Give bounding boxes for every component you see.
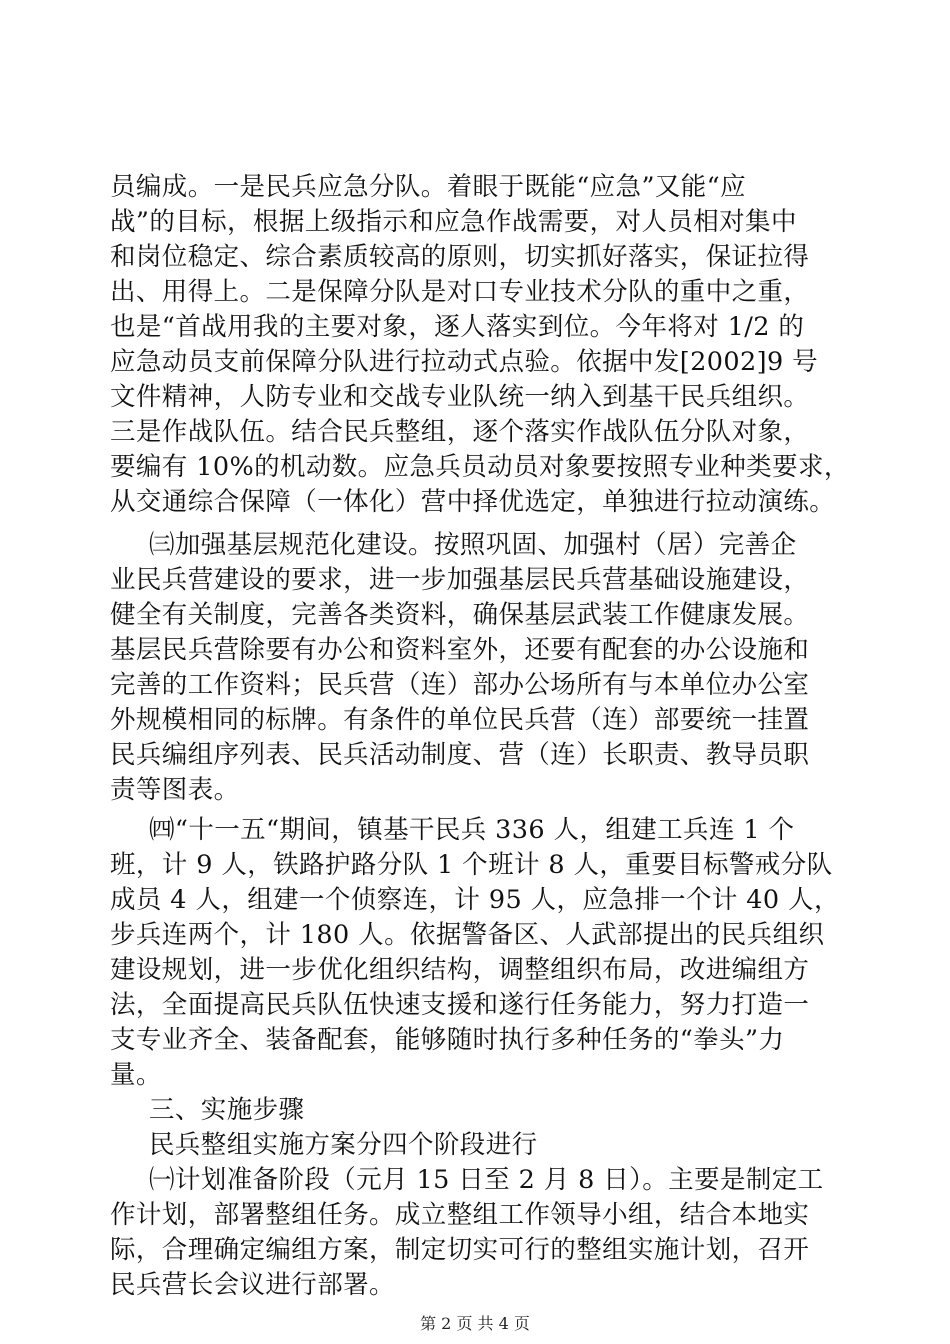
text-line: 法，全面提高民兵队伍快速支援和遂行任务能力，努力打造一 bbox=[110, 990, 810, 1020]
text-line: 外规模相同的标牌。有条件的单位民兵营（连）部要统一挂置 bbox=[110, 705, 810, 735]
text-line: 量。 bbox=[110, 1060, 162, 1090]
text-line: 出、用得上。二是保障分队是对口专业技术分队的重中之重， bbox=[110, 277, 810, 307]
paragraph-heading: ㈢加强基层规范化建设。按照巩固、加强村（居）完善企 bbox=[149, 530, 797, 560]
text-line: 作计划，部署整组任务。成立整组工作领导小组，结合本地实 bbox=[110, 1200, 810, 1230]
text-line: 建设规划，进一步优化组织结构，调整组织布局，改进编组方 bbox=[110, 955, 810, 985]
text-line: 民兵编组序列表、民兵活动制度、营（连）长职责、教导员职 bbox=[110, 740, 810, 770]
page-footer: 第 2 页 共 4 页 bbox=[420, 1314, 530, 1333]
text-line: 员编成。一是民兵应急分队。着眼于既能“应急”又能“应 bbox=[110, 172, 747, 202]
text-line: 班，计 9 人，铁路护路分队 1 个班计 8 人，重要目标警戒分队 bbox=[110, 850, 833, 880]
text-line: 步兵连两个，计 180 人。依据警备区、人武部提出的民兵组织 bbox=[110, 920, 825, 950]
paragraph-heading: ㈠计划准备阶段（元月 15 日至 2 月 8 日）。主要是制定工 bbox=[149, 1165, 824, 1195]
text-line: 责等图表。 bbox=[110, 775, 240, 805]
text-line: 健全有关制度，完善各类资料，确保基层武装工作健康发展。 bbox=[110, 600, 810, 630]
text-line: 业民兵营建设的要求，进一步加强基层民兵营基础设施建设， bbox=[110, 565, 810, 595]
text-line: 文件精神，人防专业和交战专业队统一纳入到基干民兵组织。 bbox=[110, 382, 810, 412]
text-line: 要编有 10%的机动数。应急兵员动员对象要按照专业种类要求， bbox=[110, 452, 850, 482]
text-line: 和岗位稳定、综合素质较高的原则，切实抓好落实，保证拉得 bbox=[110, 242, 810, 272]
section-heading: 三、实施步骤 bbox=[149, 1095, 305, 1125]
text-line: 成员 4 人，组建一个侦察连，计 95 人，应急排一个计 40 人， bbox=[110, 885, 840, 915]
text-line: 也是“首战用我的主要对象，逐人落实到位。今年将对 1/2 的 bbox=[110, 312, 805, 342]
text-line: 际，合理确定编组方案，制定切实可行的整组实施计划，召开 bbox=[110, 1235, 810, 1265]
text-line: 完善的工作资料；民兵营（连）部办公场所有与本单位办公室 bbox=[110, 670, 810, 700]
text-line: 从交通综合保障（一体化）营中择优选定，单独进行拉动演练。 bbox=[110, 487, 836, 517]
text-line: 民兵营长会议进行部署。 bbox=[110, 1270, 395, 1300]
text-line: 基层民兵营除要有办公和资料室外，还要有配套的办公设施和 bbox=[110, 635, 810, 665]
text-line: 三是作战队伍。结合民兵整组，逐个落实作战队伍分队对象， bbox=[110, 417, 810, 447]
text-line: 支专业齐全、装备配套，能够随时执行多种任务的“拳头”力 bbox=[110, 1025, 785, 1055]
paragraph-heading: ㈣“十一五“期间，镇基干民兵 336 人，组建工兵连 1 个 bbox=[149, 815, 795, 845]
text-line: 应急动员支前保障分队进行拉动式点验。依据中发[2002]9 号 bbox=[110, 347, 819, 377]
text-line: 战”的目标，根据上级指示和应急作战需要，对人员相对集中 bbox=[110, 207, 797, 237]
text-line: 民兵整组实施方案分四个阶段进行 bbox=[149, 1130, 538, 1160]
